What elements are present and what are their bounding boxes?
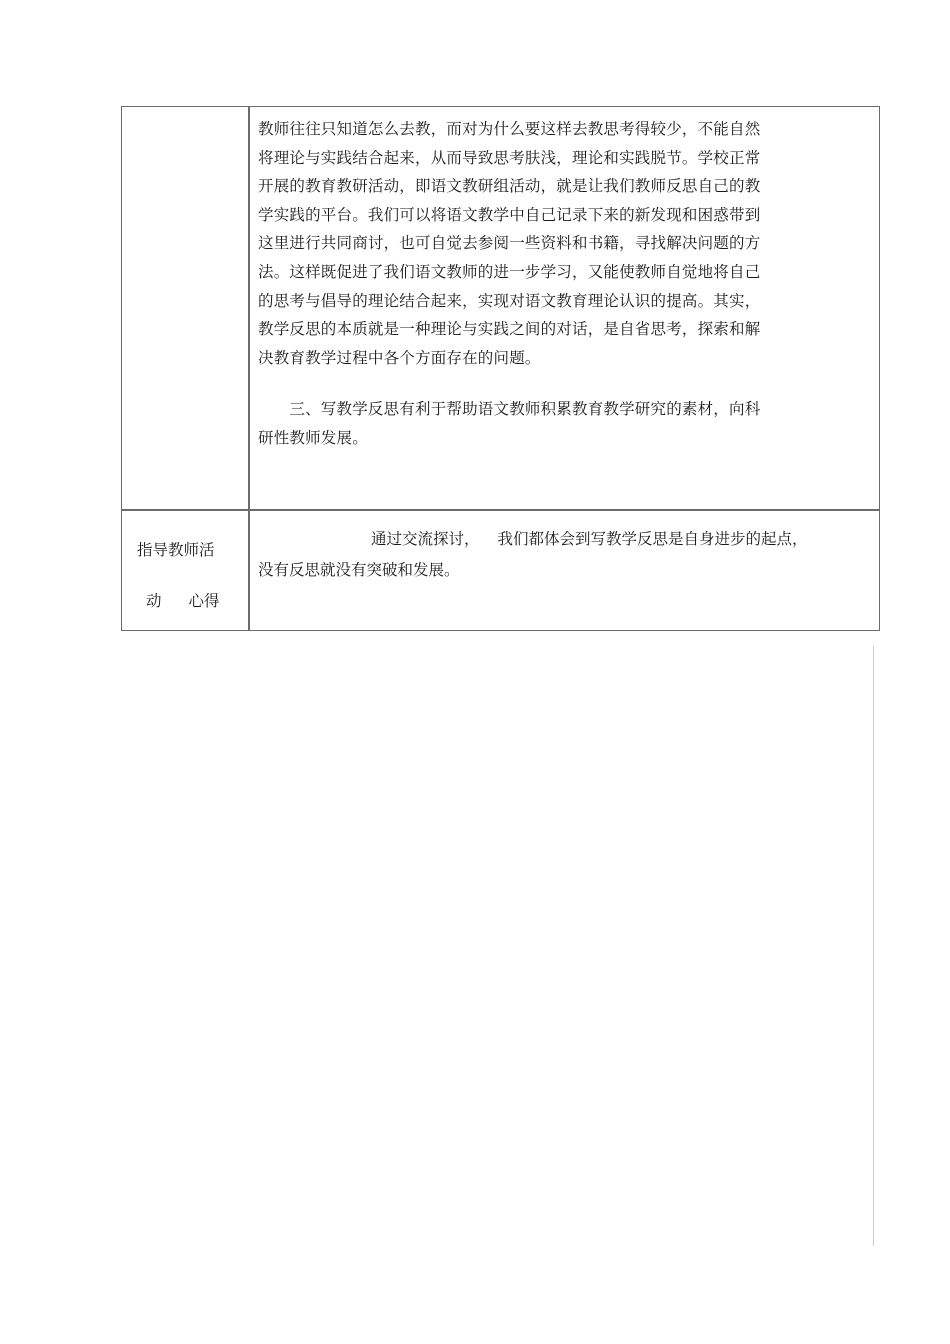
- section-heading-line: 研性教师发展。: [258, 428, 368, 447]
- paragraph-line: 教师往往只知道怎么去教，而对为什么要这样去教思考得较少，不能自然: [258, 120, 761, 138]
- experience-line: 没有反思就没有突破和发展。: [258, 561, 460, 579]
- reflection-table: [121, 106, 880, 631]
- label-text-part: 动: [146, 592, 162, 610]
- section-heading-line: 三、写教学反思有利于帮助语文教师积累教育教学研究的素材，向科: [258, 400, 761, 419]
- paragraph-line: 开展的教育教研活动，即语文教研组活动，就是让我们教师反思自己的教: [258, 177, 761, 196]
- experience-line: [258, 524, 873, 555]
- label-text-part: 心得: [188, 592, 220, 610]
- row-divider: [122, 509, 879, 511]
- paragraph-line: 学实践的平台。我们可以将语文教学中自己记录下来的新发现和困惑带到: [258, 205, 761, 224]
- paragraph-gap: [258, 372, 818, 395]
- margin-rule: [873, 646, 874, 1246]
- paragraph-line: 法。这样既促进了我们语文教师的进一步学习，又能使教师自觉地将自己: [258, 262, 761, 281]
- experience-text-part: 我们都体会到写教学反思是自身进步的起点，: [497, 530, 808, 548]
- paragraph-line: 决教育教学过程中各个方面存在的问题。: [258, 348, 541, 367]
- label-text: [146, 589, 220, 611]
- reflection-content-cell: [258, 115, 818, 453]
- experience-text-part: 通过交流探讨，: [371, 530, 480, 548]
- paragraph-line: 的思考与倡导的理论结合起来，实现对语文教育理论认识的提高。其实，: [258, 291, 761, 310]
- paragraph-line: 将理论与实践结合起来，从而导致思考肤浅，理论和实践脱节。学校正常: [258, 148, 761, 167]
- column-divider: [248, 107, 250, 630]
- paragraph-line: 这里进行共同商讨，也可自觉去参阅一些资料和书籍，寻找解决问题的方: [258, 234, 761, 253]
- paragraph-line: 教学反思的本质就是一种理论与实践之间的对话，是自省思考，探索和解: [258, 320, 761, 339]
- label-text: 指导教师活: [137, 541, 215, 559]
- experience-cell: [258, 524, 873, 586]
